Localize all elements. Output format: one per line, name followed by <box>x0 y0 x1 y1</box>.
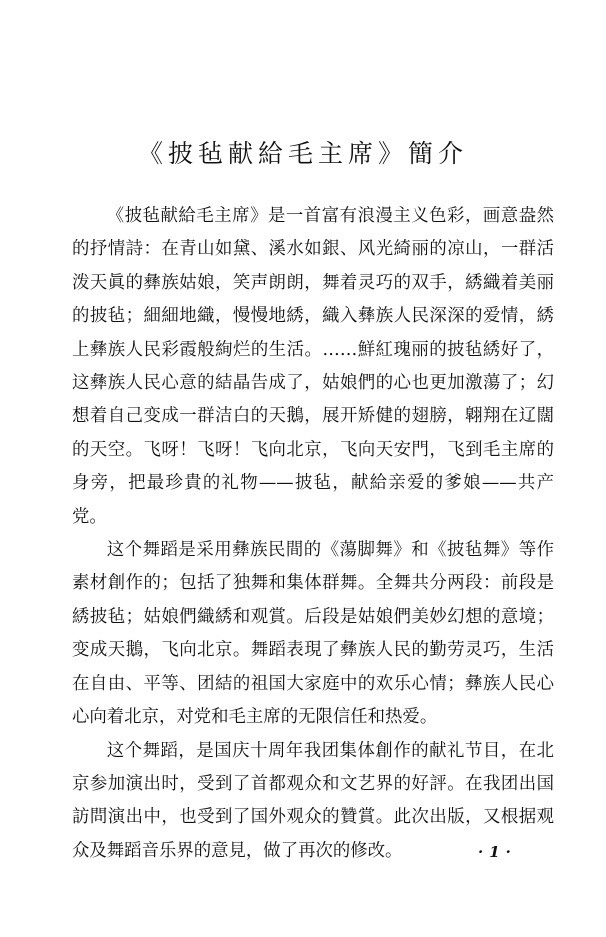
paragraph-intro: 《披毡献給毛主席》是一首富有浪漫主义色彩，画意盎然的抒情詩：在青山如黛、溪水如銀、风光綺丽的凉山，一群活泼天眞的彝族姑娘，笑声朗朗，舞着灵巧的双手，綉織着美丽的披毡；細細地織，慢慢地綉，織入彝族人民深深的爱情，綉上彝族人民彩霞般絢烂的生活。……鮮紅瑰丽的披毡綉好了，这彝族人民心意的結晶告成了，姑娘們的心也更加激蕩了；幻想着自己变成一群洁白的天鵝，展开矫健的翅膀，翺翔在辽闊的天空。飞呀！飞呀！飞向北京，飞向天安門，飞到毛主席的身旁，把最珍貴的礼物——披毡，献給亲爱的爹娘——共产党。 <box>72 206 554 527</box>
page-number: ·1· <box>478 843 517 861</box>
page-title: 《披毡献給毛主席》簡介 <box>137 139 468 168</box>
body-text <box>72 200 554 868</box>
paragraph-performance-history: 这个舞蹈，是国庆十周年我团集体創作的献礼节目，在北京参加演出时，受到了首都观众和文艺界的好評。在我团出国訪問演出中，也受到了国外观众的贊賞。此次出版，又根据观众及舞蹈音乐界的意見，做了再次的修改。 <box>72 740 554 861</box>
paragraph-dance-description: 这个舞蹈是采用彝族民間的《蕩脚舞》和《披毡舞》等作素材創作的；包括了独舞和集体群舞。全舞共分两段：前段是綉披毡；姑娘們織綉和观賞。后段是姑娘們美妙幻想的意境；变成天鵝，飞向北京。舞蹈表現了彝族人民的勤劳灵巧，生活在自由、平等、团結的祖国大家庭中的欢乐心情；彝族人民心心向着北京，对党和毛主席的无限信任和热爱。 <box>72 540 554 728</box>
